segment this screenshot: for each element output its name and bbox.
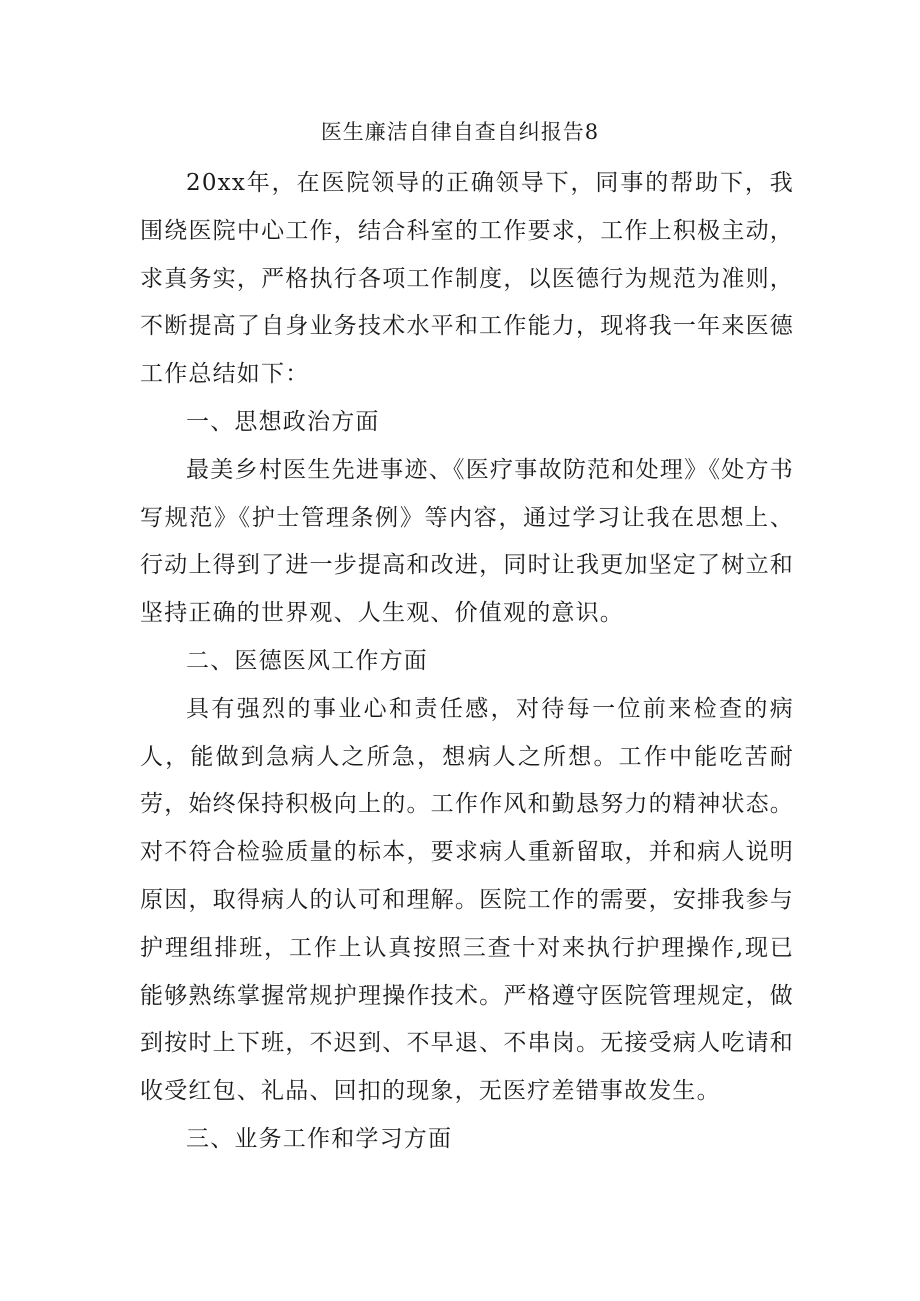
section-heading-ideology: 一、思想政治方面 bbox=[186, 408, 380, 435]
intro-paragraph: 20xx年，在医院领导的正确领导下，同事的帮助下，我围绕医院中心工作，结合科室的工作要求，工作上积极主动，求真务实，严格执行各项工作制度，以医德行为规范为准则，不断提高了自身业务技术水平和工作能力，现将我一年来医德工作总结如下： bbox=[140, 170, 794, 388]
section-heading-ethics: 二、医德医风工作方面 bbox=[186, 647, 428, 674]
ideology-paragraph: 最美乡村医生先进事迹、《医疗事故防范和处理》《处方书写规范》《护士管理条例》等内容，通过学习让我在思想上、行动上得到了进一步提高和改进，同时让我更加坚定了树立和坚持正确的世界观、人生观、价值观的意识。 bbox=[140, 456, 794, 627]
ethics-paragraph: 具有强烈的事业心和责任感，对待每一位前来检查的病人，能做到急病人之所急，想病人之所想。工作中能吃苦耐劳，始终保持积极向上的。工作作风和勤恳努力的精神状态。对不符合检验质量的标本，要求病人重新留取，并和病人说明原因，取得病人的认可和理解。医院工作的需要，安排我参与护理组排班，工作上认真按照三查十对来执行护理操作,现已能够熟练掌握常规护理操作技术。严格遵守医院管理规定，做到按时上下班，不迟到、不早退、不串岗。无接受病人吃请和收受红包、礼品、回扣的现象，无医疗差错事故发生。 bbox=[140, 695, 794, 1105]
document-title: 医生廉洁自律自查自纠报告8 bbox=[320, 120, 600, 144]
document-body bbox=[140, 160, 794, 1164]
section-heading-work-study: 三、业务工作和学习方面 bbox=[186, 1125, 453, 1152]
